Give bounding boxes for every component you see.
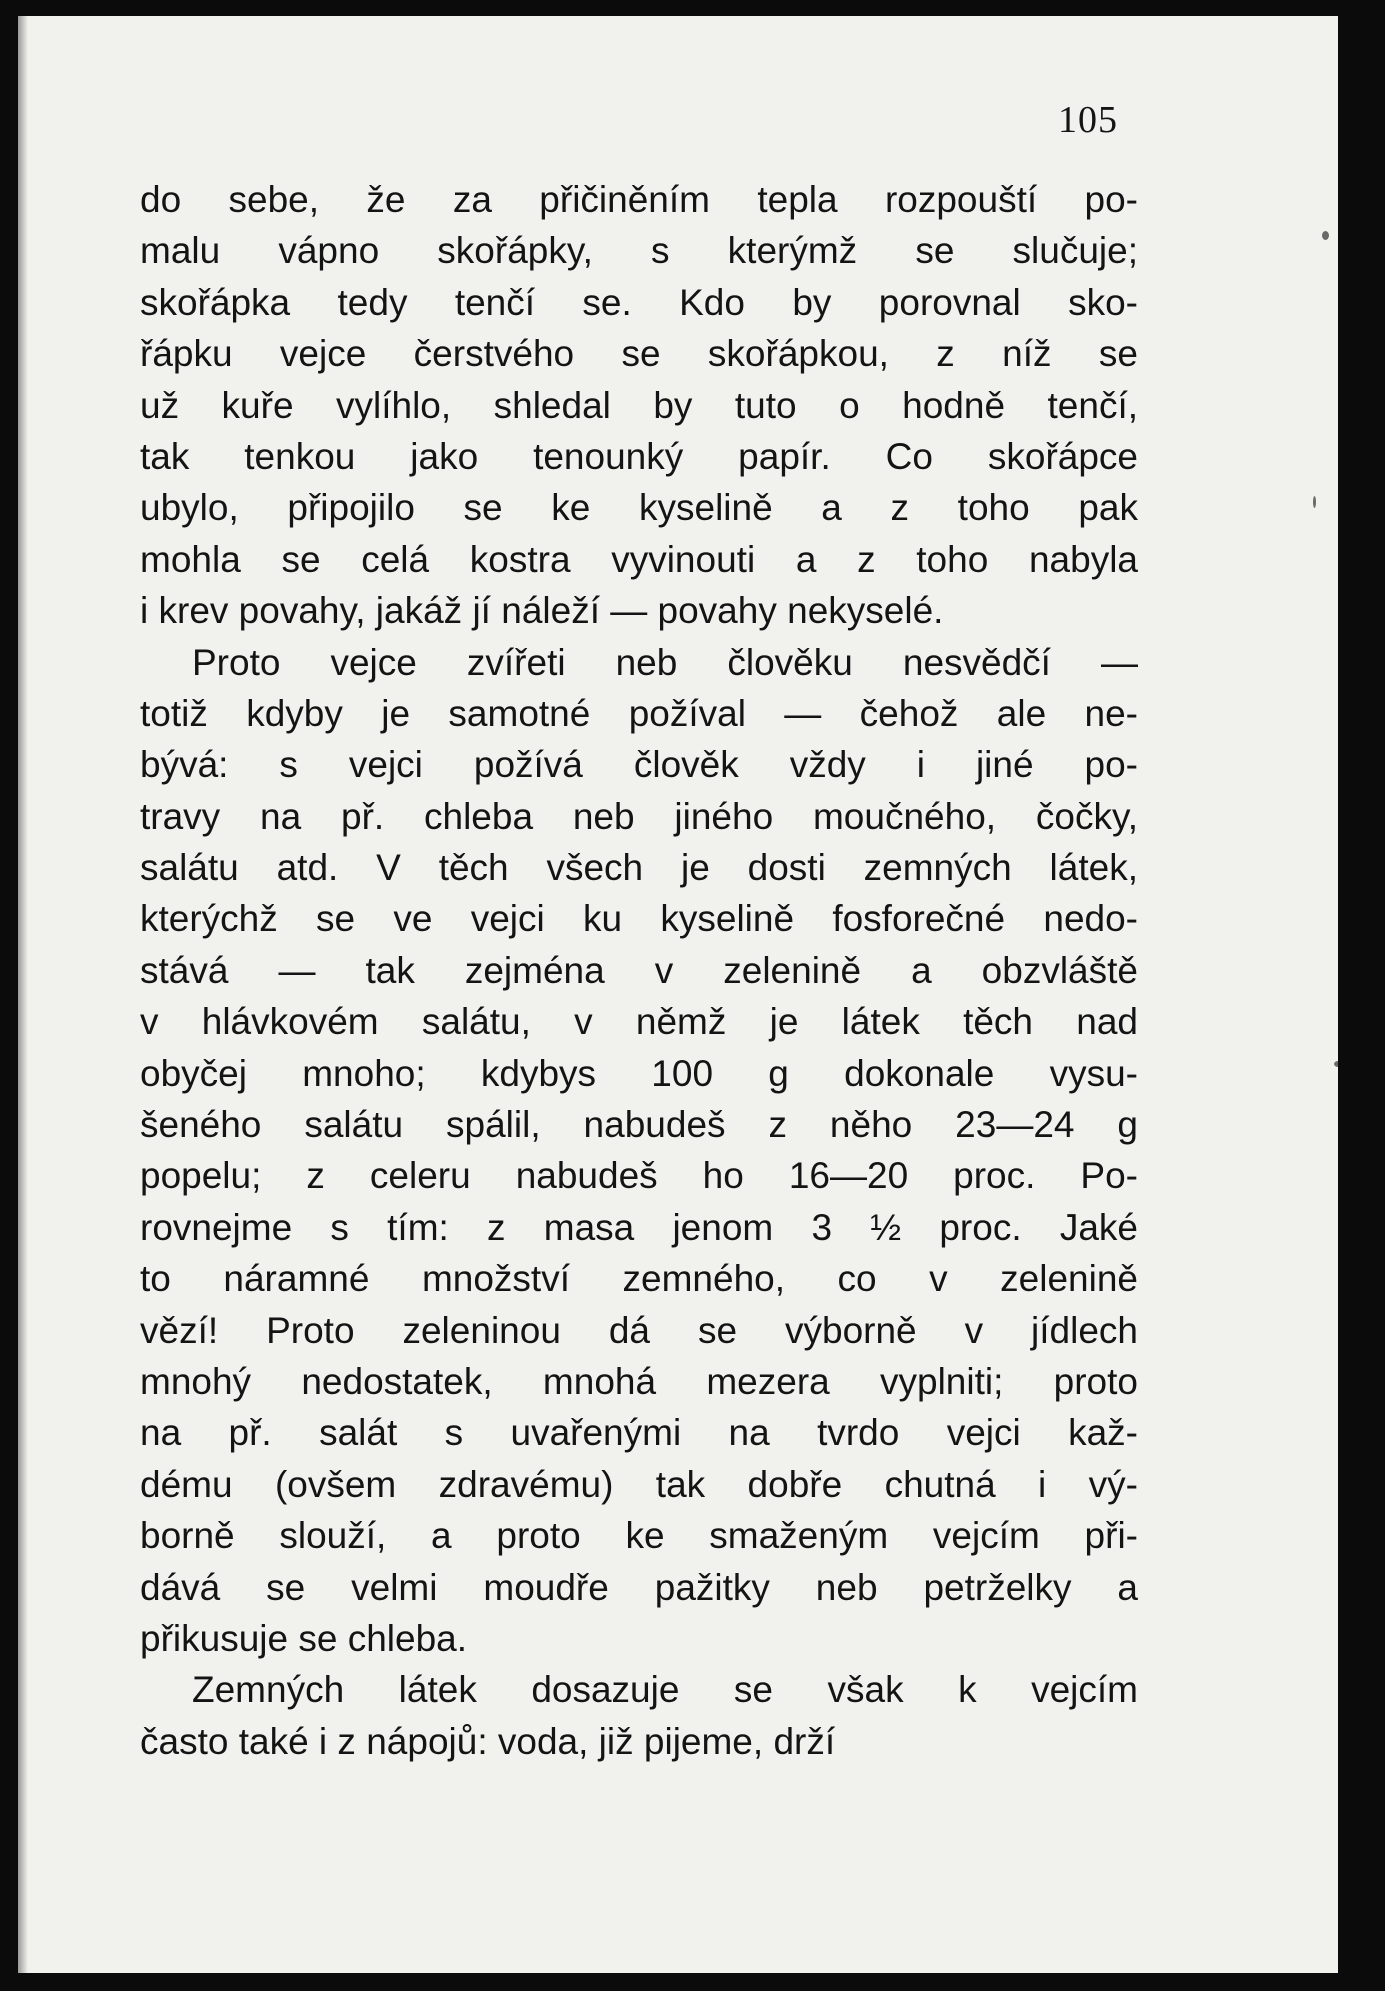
text-line: kterýchž se ve vejci ku kyselině fosforečné nedo- [140,898,1138,940]
text-line: i krev povahy, jakáž jí náleží — povahy nekyselé. [140,590,944,632]
scan-speck [1313,496,1316,508]
body-text [140,174,1138,1767]
book-page [18,16,1338,1973]
text-line: vězí! Proto zeleninou dá se výborně v jídlech [140,1309,1138,1351]
text-line: do sebe, že za přičiněním tepla rozpouští po- [140,179,1138,220]
page-number: 105 [1058,99,1118,141]
text-line: Proto vejce zvířeti neb člověku nesvědčí — [192,641,1138,683]
scan-edge-shadow [18,16,28,1973]
text-line: rovnejme s tím: z masa jenom 3 ½ proc. Jaké [140,1206,1138,1248]
text-line: mohla se celá kostra vyvinouti a z toho nabyla [140,538,1138,580]
text-line: šeného salátu spálil, nabudeš z něho 23—24 g [140,1104,1138,1146]
scan-speck [1334,1061,1338,1067]
text-line: dává se velmi moudře pažitky neb petrželky a [140,1566,1138,1608]
text-line: popelu; z celeru nabudeš ho 16—20 proc. Po- [140,1155,1138,1197]
paragraph [140,174,1138,637]
text-line: přikusuje se chleba. [140,1617,468,1659]
text-line: bývá: s vejci požívá člověk vždy i jiné po- [140,744,1138,786]
text-line: mnohý nedostatek, mnohá mezera vyplniti; proto [140,1360,1138,1402]
text-line: stává — tak zejména v zelenině a obzvláště [140,949,1138,991]
text-line: už kuře vylíhlo, shledal by tuto o hodně tenčí, [140,384,1138,426]
text-line: řápku vejce čerstvého se skořápkou, z níž se [140,333,1138,375]
paragraph [140,1664,1138,1767]
text-line: skořápka tedy tenčí se. Kdo by porovnal sko- [140,281,1138,323]
text-line: travy na př. chleba neb jiného moučného, čočky, [140,795,1138,837]
text-line: malu vápno skořápky, s kterýmž se slučuje; [140,230,1138,272]
text-line: obyčej mnoho; kdybys 100 g dokonale vysu- [140,1052,1138,1094]
text-line: Zemných látek dosazuje se však k vejcím [192,1669,1138,1711]
scan-speck [1322,231,1329,240]
text-line: ubylo, připojilo se ke kyselině a z toho pak [140,487,1138,529]
text-line: to náramné množství zemného, co v zelenině [140,1258,1138,1300]
paragraph [140,637,1138,1665]
text-line: dému (ovšem zdravému) tak dobře chutná i vý- [140,1463,1138,1505]
text-line: borně slouží, a proto ke smaženým vejcím při- [140,1515,1138,1557]
text-line: v hlávkovém salátu, v němž je látek těch nad [140,1001,1138,1043]
text-line: na př. salát s uvařenými na tvrdo vejci kaž- [140,1412,1138,1454]
text-line: tak tenkou jako tenounký papír. Co skořápce [140,435,1138,477]
text-line: salátu atd. V těch všech je dosti zemných látek, [140,847,1138,889]
text-line: totiž kdyby je samotné požíval — čehož ale ne- [140,692,1138,734]
text-line: často také i z nápojů: voda, již pijeme, drží [140,1720,836,1762]
